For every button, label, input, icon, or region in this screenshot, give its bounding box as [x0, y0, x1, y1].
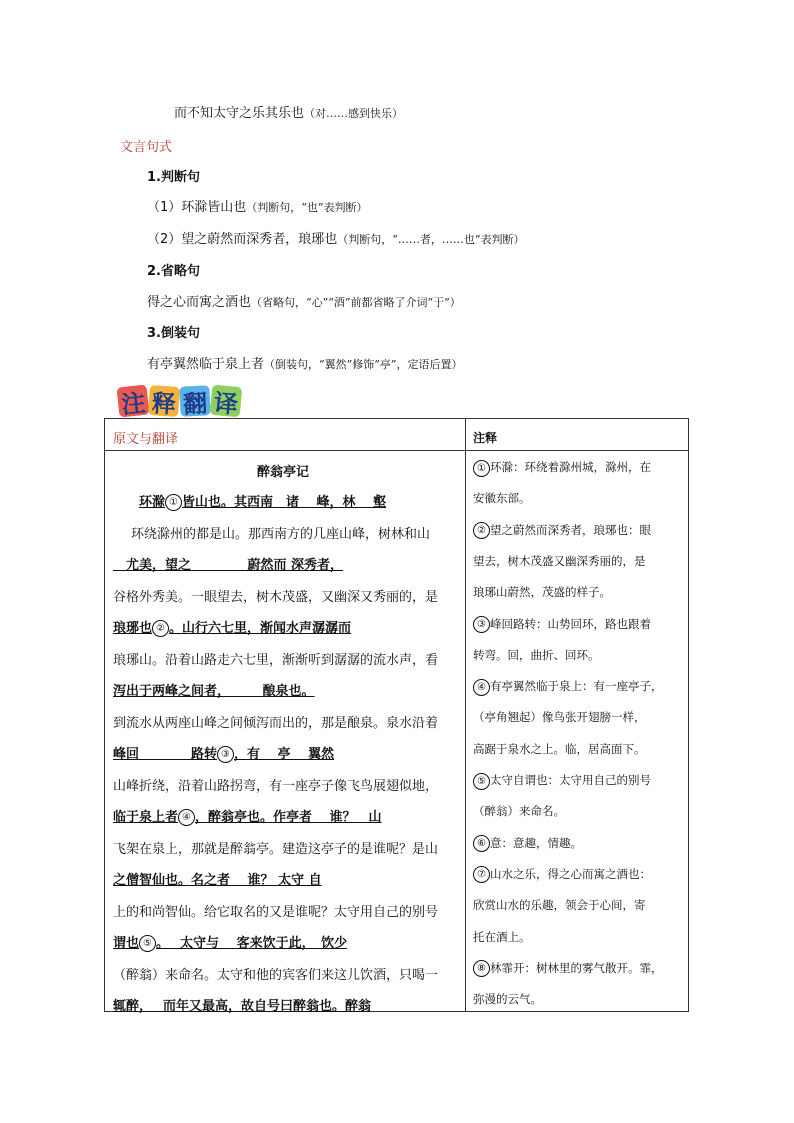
omission-example	[147, 291, 461, 310]
note-text: （醉翁）来命名。	[473, 804, 565, 819]
continued-line-note: （对……感到快乐）	[304, 107, 404, 120]
inversion-example	[147, 353, 463, 372]
note-line	[473, 991, 542, 1007]
original-text: 临于泉上者	[113, 810, 179, 825]
translation-line: 琅琊山。沿着山路走六七里，渐渐听到潺潺的流水声，看	[113, 652, 439, 668]
column-divider	[465, 419, 466, 1011]
note-line	[473, 616, 651, 634]
note-reference-number: ⑤	[139, 935, 156, 952]
translation-line: 谷格外秀美。一眼望去，树木茂盛，又幽深又秀丽的，是	[113, 589, 439, 605]
note-line	[473, 803, 565, 819]
note-line	[473, 584, 611, 600]
note-text: 林霏开：树林里的雾气散开。霏，	[490, 960, 663, 975]
original-line	[113, 869, 322, 888]
note-reference-number: ②	[152, 620, 169, 637]
translation-line: 飞架在泉上，那就是醉翁亭。建造这亭子的是谁呢？是山	[113, 841, 439, 857]
note-reference-number: ④	[178, 809, 195, 826]
note-text: 望之蔚然而深秀者，琅琊也：眼	[490, 522, 651, 537]
original-line	[113, 680, 315, 699]
original-line	[113, 743, 334, 763]
note-text: 峰回路转：山势回环，路也跟着	[490, 616, 651, 631]
original-line	[113, 617, 351, 637]
inversion-example-text: 有亭翼然临于泉上者	[147, 357, 265, 372]
note-text: 望去，树木茂盛又幽深秀丽的，是	[473, 553, 646, 568]
note-text: 意：意趣，情趣。	[490, 835, 582, 850]
translation-line: 上的和尚智仙。给它取名的又是谁呢？太守用自己的别号	[113, 904, 439, 920]
heading-omission: 2.省略句	[147, 264, 200, 279]
note-line	[473, 741, 646, 757]
banner-char: 释	[148, 385, 180, 417]
omission-example-text: 得之心而寓之酒也	[147, 295, 252, 310]
note-number: ⑧	[473, 960, 490, 977]
note-text: 有亭翼然临于泉上：有一座亭子，	[490, 679, 663, 694]
banner-char: 翻	[179, 385, 211, 417]
banner-char: 注	[117, 385, 150, 418]
continued-line-text: 而不知太守之乐其乐也	[174, 106, 305, 121]
heading-inversion: 3.倒装句	[147, 326, 200, 341]
note-line	[473, 553, 646, 569]
note-number: ⑥	[473, 835, 490, 852]
note-text: 山水之乐，得之心而寓之酒也：	[490, 866, 651, 881]
note-line	[473, 647, 600, 663]
judgment-example-1	[147, 196, 368, 215]
original-text: ，有 亭 翼然	[234, 747, 335, 762]
original-text: 皆山也。其西南 诸 峰，林 壑	[182, 495, 387, 510]
note-line	[473, 772, 651, 790]
original-text: 之僧智仙也。名之者 谁？ 太守 自	[113, 873, 322, 888]
note-text: 转弯。回，曲折、回环。	[473, 647, 600, 662]
judgment-example-2	[147, 228, 525, 247]
note-line	[473, 490, 531, 506]
banner-char: 译	[210, 385, 243, 418]
annotation-translation-banner	[118, 380, 242, 419]
note-number: ②	[473, 522, 490, 539]
original-text: 泻出于两峰之间者， 酿泉也。	[113, 684, 315, 699]
original-text: 环滁	[139, 495, 166, 510]
text-notes-table	[104, 418, 689, 1012]
original-text: 峰回 路转	[113, 747, 218, 762]
note-number: ①	[473, 460, 490, 477]
original-text: 。 太守与 客来饮于此， 饮少	[156, 936, 348, 951]
omission-example-note: （省略句，“心”“酒”前都省略了介词“于”）	[251, 296, 461, 309]
section-title: 文言句式	[120, 140, 173, 155]
original-text: 谓也	[113, 936, 140, 951]
original-text: 辄醉， 而年又最高，故自号曰醉翁也。醉翁	[113, 999, 372, 1014]
original-line	[139, 491, 386, 511]
note-text: 弥漫的云气。	[473, 992, 542, 1007]
header-original-translation: 原文与翻译	[113, 432, 179, 447]
header-notes: 注释	[473, 431, 498, 445]
note-text: 环滁：环绕着滁州城，滁州，在	[490, 460, 651, 474]
translation-line: （醉翁）来命名。太守和他的宾客们来这儿饮酒，只喝一	[113, 967, 439, 983]
note-text: 安徽东部。	[473, 491, 531, 506]
note-line	[473, 678, 663, 696]
translation-line: 到流水从两座山峰之间倾泻而出的，那是酿泉。泉水沿着	[113, 715, 439, 731]
heading-judgment: 1.判断句	[147, 170, 200, 185]
note-reference-number: ①	[165, 494, 182, 511]
original-line	[113, 806, 382, 826]
original-line	[113, 932, 347, 952]
original-text: 琅琊也	[113, 621, 153, 636]
judgment-example-2-text: （2）望之蔚然而深秀者，琅琊也	[147, 232, 338, 247]
note-number: ④	[473, 679, 490, 696]
judgment-example-2-note: （判断句，“……者，……也”表判断）	[337, 233, 525, 246]
note-number: ③	[473, 616, 490, 633]
note-line	[473, 709, 646, 725]
note-reference-number: ③	[217, 746, 234, 763]
original-text: ，醉翁亭也。作亭者 谁？ 山	[195, 810, 382, 825]
note-line	[473, 929, 531, 945]
note-line	[473, 459, 651, 477]
note-number: ⑦	[473, 866, 490, 883]
note-text: 琅琊山蔚然，茂盛的样子。	[473, 585, 611, 600]
article-title: 醉翁亭记	[257, 465, 310, 480]
translation-line: 环绕滁州的都是山。那西南方的几座山峰，树林和山	[131, 526, 431, 542]
note-line	[473, 866, 651, 884]
note-text: （亭角翘起）像鸟张开翅膀一样，	[473, 710, 646, 725]
note-line	[473, 960, 663, 978]
judgment-example-1-text: （1）环滁皆山也	[147, 200, 247, 215]
judgment-example-1-note: （判断句，“也”表判断）	[246, 201, 368, 214]
note-text: 托在酒上。	[473, 929, 531, 944]
original-text: 。山行六七里，渐闻水声潺潺而	[169, 621, 352, 636]
note-text: 高踞于泉水之上。临，居高面下。	[473, 741, 646, 756]
note-text: 太守自谓也：太守用自己的别号	[490, 773, 651, 787]
note-line	[473, 835, 582, 853]
note-number: ⑤	[473, 773, 490, 790]
note-text: 欣赏山水的乐趣，领会于心间，寄	[473, 898, 646, 913]
note-line	[473, 897, 646, 913]
original-line	[113, 995, 371, 1014]
original-line	[113, 554, 343, 573]
inversion-example-note: （倒装句，“翼然”修饰“亭”，定语后置）	[264, 358, 463, 371]
note-line	[473, 522, 651, 540]
translation-line: 山峰折绕，沿着山路拐弯，有一座亭子像飞鸟展翅似地，	[113, 778, 439, 794]
continued-line	[174, 102, 403, 121]
original-text: 尤美，望之 蔚然而 深秀者，	[113, 558, 344, 573]
header-divider	[105, 450, 688, 451]
